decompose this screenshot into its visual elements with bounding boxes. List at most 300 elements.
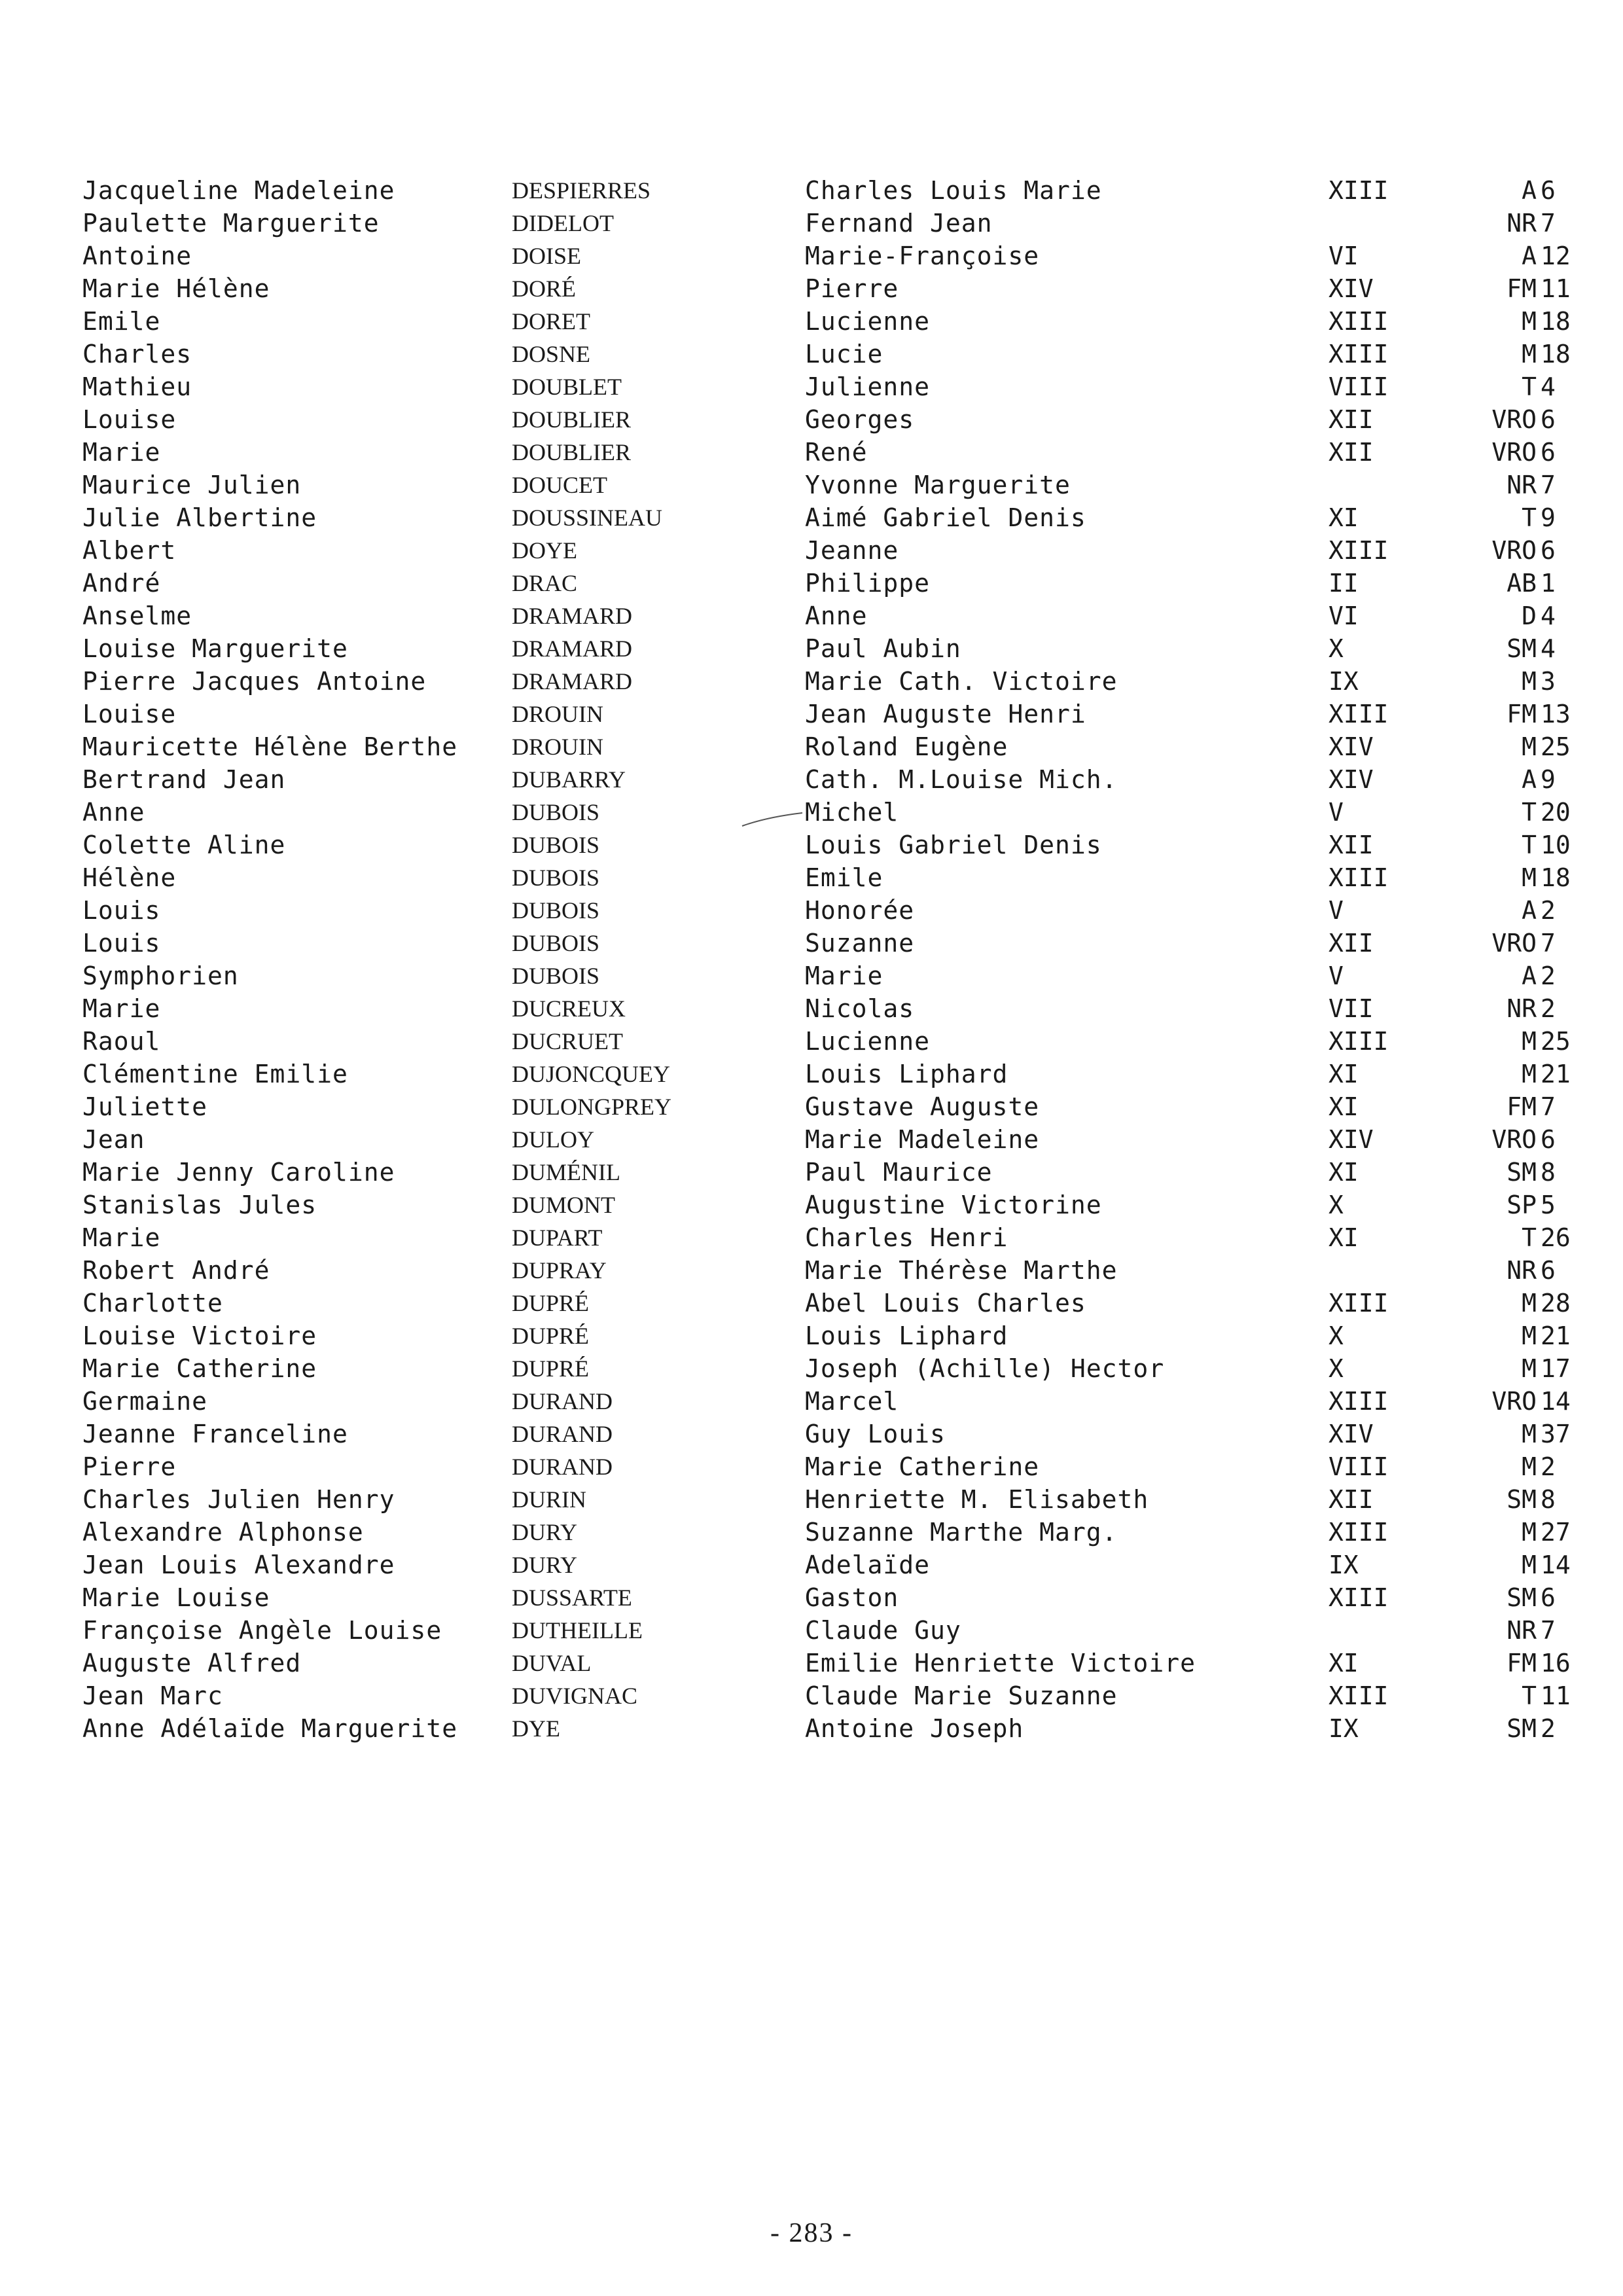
entry-number: 6 bbox=[1541, 438, 1556, 467]
spouse-names: Gaston bbox=[805, 1583, 899, 1612]
spouse-names: Pierre bbox=[805, 274, 899, 303]
surname: DORÉ bbox=[512, 276, 576, 302]
spouse-names: Marie-Françoise bbox=[805, 242, 1040, 270]
page-number: - 283 - bbox=[770, 2218, 853, 2248]
table-row bbox=[82, 1614, 1556, 1647]
arrondissement: V bbox=[1329, 896, 1344, 925]
register-code: T bbox=[1522, 372, 1537, 401]
spouse-names: René bbox=[805, 438, 868, 467]
surname: DIDELOT bbox=[512, 210, 614, 236]
given-names: Marie Catherine bbox=[82, 1354, 317, 1383]
surname: DURAND bbox=[512, 1454, 613, 1480]
given-names: Colette Aline bbox=[82, 831, 286, 859]
entry-number: 6 bbox=[1541, 1256, 1556, 1285]
spouse-names: Marie bbox=[805, 961, 883, 990]
table-row bbox=[82, 1352, 1571, 1385]
given-names: Françoise Angèle Louise bbox=[82, 1616, 442, 1645]
register-code: T bbox=[1522, 503, 1537, 532]
given-names: Mathieu bbox=[82, 372, 192, 401]
entry-number: 21 bbox=[1541, 1060, 1571, 1088]
entry-number: 6 bbox=[1541, 405, 1556, 434]
entry-number: 20 bbox=[1541, 798, 1571, 827]
entry-number: 21 bbox=[1541, 1321, 1571, 1350]
given-names: Louise bbox=[82, 405, 177, 434]
given-names: Raoul bbox=[82, 1027, 161, 1056]
given-names: Albert bbox=[82, 536, 177, 565]
given-names: Jean Louis Alexandre bbox=[82, 1551, 395, 1579]
register-code: SM bbox=[1507, 634, 1537, 663]
surname: DOUBLIER bbox=[512, 439, 631, 465]
spouse-names: Julienne bbox=[805, 372, 931, 401]
entry-number: 8 bbox=[1541, 1158, 1556, 1187]
table-row bbox=[82, 1450, 1556, 1483]
arrondissement: XIV bbox=[1329, 1125, 1374, 1154]
table-row bbox=[82, 1123, 1556, 1156]
surname: DUCRUET bbox=[512, 1028, 623, 1054]
spouse-names: Louis Liphard bbox=[805, 1060, 1008, 1088]
surname: DURY bbox=[512, 1552, 578, 1578]
entry-number: 6 bbox=[1541, 176, 1556, 205]
given-names: Anselme bbox=[82, 601, 192, 630]
surname: DUVIGNAC bbox=[512, 1683, 637, 1709]
register-code: D bbox=[1522, 601, 1537, 630]
spouse-names: Marie Catherine bbox=[805, 1452, 1040, 1481]
given-names: Emile bbox=[82, 307, 161, 336]
spouse-names: Marie Thérèse Marthe bbox=[805, 1256, 1118, 1285]
surname: DUMÉNIL bbox=[512, 1159, 620, 1185]
table-row bbox=[82, 1025, 1571, 1058]
arrondissement: XIII bbox=[1329, 700, 1389, 728]
given-names: Marie bbox=[82, 994, 161, 1023]
surname: DRAC bbox=[512, 570, 578, 596]
entry-number: 14 bbox=[1541, 1387, 1571, 1416]
arrondissement: IX bbox=[1329, 667, 1359, 696]
spouse-names: Lucienne bbox=[805, 307, 931, 336]
table-row bbox=[82, 600, 1556, 632]
table-row bbox=[82, 1090, 1556, 1123]
arrondissement: XII bbox=[1329, 929, 1374, 958]
spouse-names: Charles Louis Marie bbox=[805, 176, 1102, 205]
given-names: Germaine bbox=[82, 1387, 208, 1416]
register-code: M bbox=[1522, 340, 1537, 368]
table-row bbox=[82, 1189, 1556, 1221]
table-row bbox=[82, 534, 1556, 567]
given-names: Charles Julien Henry bbox=[82, 1485, 395, 1514]
register-code: M bbox=[1522, 1321, 1537, 1350]
spouse-names: Suzanne bbox=[805, 929, 915, 958]
register-code: SM bbox=[1507, 1583, 1537, 1612]
table-row bbox=[82, 436, 1556, 469]
register-code: M bbox=[1522, 1060, 1537, 1088]
table-row bbox=[82, 1221, 1571, 1254]
surname: DYE bbox=[512, 1715, 560, 1742]
given-names: André bbox=[82, 569, 161, 598]
register-code: SP bbox=[1507, 1191, 1537, 1219]
entry-number: 28 bbox=[1541, 1289, 1571, 1318]
given-names: Anne bbox=[82, 798, 145, 827]
surname: DURIN bbox=[512, 1486, 586, 1513]
table-row bbox=[82, 796, 1571, 829]
given-names: Marie Hélène bbox=[82, 274, 270, 303]
register-code: M bbox=[1522, 1452, 1537, 1481]
register-code: NR bbox=[1507, 209, 1537, 238]
spouse-names: Marie Cath. Victoire bbox=[805, 667, 1118, 696]
given-names: Paulette Marguerite bbox=[82, 209, 380, 238]
arrondissement: X bbox=[1329, 634, 1344, 663]
spouse-names: Lucie bbox=[805, 340, 883, 368]
table-row bbox=[82, 665, 1556, 698]
register-code: FM bbox=[1507, 274, 1537, 303]
arrondissement: XIII bbox=[1329, 1583, 1389, 1612]
register-code: NR bbox=[1507, 471, 1537, 499]
register-code: T bbox=[1522, 831, 1537, 859]
entry-number: 6 bbox=[1541, 1125, 1556, 1154]
entry-number: 9 bbox=[1541, 765, 1556, 794]
entry-number: 10 bbox=[1541, 831, 1571, 859]
surname: DRAMARD bbox=[512, 603, 633, 629]
spouse-names: Nicolas bbox=[805, 994, 915, 1023]
arrondissement: VII bbox=[1329, 994, 1374, 1023]
table-row bbox=[82, 992, 1556, 1025]
spouse-names: Augustine Victorine bbox=[805, 1191, 1102, 1219]
spouse-names: Emilie Henriette Victoire bbox=[805, 1649, 1196, 1677]
entry-number: 37 bbox=[1541, 1420, 1571, 1448]
spouse-names: Joseph (Achille) Hector bbox=[805, 1354, 1165, 1383]
given-names: Charles bbox=[82, 340, 192, 368]
arrondissement: IX bbox=[1329, 1714, 1359, 1743]
entry-number: 4 bbox=[1541, 372, 1556, 401]
register-code: NR bbox=[1507, 1616, 1537, 1645]
arrondissement: XIII bbox=[1329, 1387, 1389, 1416]
surname: DULOY bbox=[512, 1126, 594, 1153]
arrondissement: VIII bbox=[1329, 372, 1389, 401]
arrondissement: XIII bbox=[1329, 536, 1389, 565]
table-row bbox=[82, 763, 1556, 796]
register-code: VRO bbox=[1491, 438, 1537, 467]
register-code: A bbox=[1522, 961, 1537, 990]
given-names: Pierre bbox=[82, 1452, 177, 1481]
spouse-names: Gustave Auguste bbox=[805, 1092, 1040, 1121]
arrondissement: V bbox=[1329, 961, 1344, 990]
table-row bbox=[82, 370, 1556, 403]
register-code: T bbox=[1522, 1223, 1537, 1252]
entry-number: 4 bbox=[1541, 601, 1556, 630]
entry-number: 17 bbox=[1541, 1354, 1571, 1383]
register-code: M bbox=[1522, 1551, 1537, 1579]
spouse-names: Michel bbox=[805, 798, 899, 827]
entry-number: 18 bbox=[1541, 307, 1571, 336]
table-row bbox=[82, 1679, 1571, 1712]
table-row bbox=[82, 1058, 1571, 1090]
register-code: VRO bbox=[1491, 405, 1537, 434]
surname: DRAMARD bbox=[512, 636, 633, 662]
surname: DULONGPREY bbox=[512, 1094, 672, 1120]
surname: DUBOIS bbox=[512, 832, 600, 858]
spouse-names: Abel Louis Charles bbox=[805, 1289, 1086, 1318]
table-row bbox=[82, 1385, 1571, 1418]
surname: DUBOIS bbox=[512, 865, 600, 891]
arrondissement: XIII bbox=[1329, 863, 1389, 892]
given-names: Pierre Jacques Antoine bbox=[82, 667, 427, 696]
arrondissement: XII bbox=[1329, 405, 1374, 434]
spouse-names: Aimé Gabriel Denis bbox=[805, 503, 1086, 532]
spouse-names: Honorée bbox=[805, 896, 915, 925]
given-names: Antoine bbox=[82, 242, 192, 270]
arrondissement: XIII bbox=[1329, 1289, 1389, 1318]
surname: DUPRÉ bbox=[512, 1290, 590, 1316]
entry-number: 2 bbox=[1541, 961, 1556, 990]
table-row bbox=[82, 861, 1571, 894]
table-row bbox=[82, 272, 1571, 305]
table-row bbox=[82, 1549, 1571, 1581]
given-names: Louis bbox=[82, 896, 161, 925]
register-code: M bbox=[1522, 1354, 1537, 1383]
surname: DESPIERRES bbox=[512, 177, 651, 204]
given-names: Mauricette Hélène Berthe bbox=[82, 732, 458, 761]
arrondissement: V bbox=[1329, 798, 1344, 827]
register-code: SM bbox=[1507, 1714, 1537, 1743]
table-row bbox=[82, 1647, 1571, 1679]
register-code: FM bbox=[1507, 1092, 1537, 1121]
given-names: Jeanne Franceline bbox=[82, 1420, 348, 1448]
table-row bbox=[82, 632, 1556, 665]
given-names: Louise Victoire bbox=[82, 1321, 317, 1350]
register-code: A bbox=[1522, 765, 1537, 794]
table-row bbox=[82, 1254, 1556, 1287]
given-names: Bertrand Jean bbox=[82, 765, 286, 794]
surname: DUPRÉ bbox=[512, 1355, 590, 1382]
spouse-names: Emile bbox=[805, 863, 883, 892]
surname: DUTHEILLE bbox=[512, 1617, 643, 1643]
entry-number: 1 bbox=[1541, 569, 1556, 598]
arrondissement: VI bbox=[1329, 242, 1359, 270]
spouse-names: Guy Louis bbox=[805, 1420, 946, 1448]
spouse-names: Georges bbox=[805, 405, 915, 434]
marriage-register-list bbox=[82, 174, 1571, 1745]
surname: DUSSARTE bbox=[512, 1585, 632, 1611]
surname: DOISE bbox=[512, 243, 581, 269]
entry-number: 9 bbox=[1541, 503, 1556, 532]
entry-number: 14 bbox=[1541, 1551, 1571, 1579]
register-code: AB bbox=[1507, 569, 1537, 598]
register-code: M bbox=[1522, 1289, 1537, 1318]
entry-number: 7 bbox=[1541, 471, 1556, 499]
surname: DUBOIS bbox=[512, 799, 600, 825]
given-names: Robert André bbox=[82, 1256, 270, 1285]
arrondissement: XI bbox=[1329, 1092, 1359, 1121]
table-row bbox=[82, 960, 1556, 992]
arrondissement: XII bbox=[1329, 831, 1374, 859]
given-names: Clémentine Emilie bbox=[82, 1060, 348, 1088]
spouse-names: Adelaïde bbox=[805, 1551, 931, 1579]
arrondissement: II bbox=[1329, 569, 1359, 598]
surname: DOUSSINEAU bbox=[512, 505, 663, 531]
given-names: Marie bbox=[82, 438, 161, 467]
given-names: Hélène bbox=[82, 863, 177, 892]
surname: DUVAL bbox=[512, 1650, 592, 1676]
register-code: SM bbox=[1507, 1485, 1537, 1514]
table-row bbox=[82, 240, 1571, 272]
spouse-names: Louis Gabriel Denis bbox=[805, 831, 1102, 859]
register-code: T bbox=[1522, 1681, 1537, 1710]
entry-number: 5 bbox=[1541, 1191, 1556, 1219]
register-code: SM bbox=[1507, 1158, 1537, 1187]
entry-number: 13 bbox=[1541, 700, 1571, 728]
register-code: NR bbox=[1507, 1256, 1537, 1285]
table-row bbox=[82, 927, 1556, 960]
surname: DUBARRY bbox=[512, 766, 626, 793]
spouse-names: Charles Henri bbox=[805, 1223, 1008, 1252]
given-names: Stanislas Jules bbox=[82, 1191, 317, 1219]
register-code: M bbox=[1522, 307, 1537, 336]
arrondissement: XIII bbox=[1329, 1681, 1389, 1710]
register-code: VRO bbox=[1491, 536, 1537, 565]
entry-number: 6 bbox=[1541, 1583, 1556, 1612]
given-names: Louis bbox=[82, 929, 161, 958]
surname: DROUIN bbox=[512, 734, 603, 760]
given-names: Maurice Julien bbox=[82, 471, 302, 499]
spouse-names: Jeanne bbox=[805, 536, 899, 565]
table-row bbox=[82, 174, 1556, 207]
entry-number: 16 bbox=[1541, 1649, 1571, 1677]
register-code: A bbox=[1522, 176, 1537, 205]
entry-number: 18 bbox=[1541, 863, 1571, 892]
given-names: Marie Jenny Caroline bbox=[82, 1158, 395, 1187]
arrondissement: VIII bbox=[1329, 1452, 1389, 1481]
table-row bbox=[82, 829, 1571, 861]
surname: DUCREUX bbox=[512, 996, 626, 1022]
given-names: Jean Marc bbox=[82, 1681, 223, 1710]
arrondissement: XIV bbox=[1329, 765, 1374, 794]
spouse-names: Louis Liphard bbox=[805, 1321, 1008, 1350]
surname: DUBOIS bbox=[512, 897, 600, 924]
spouse-names: Suzanne Marthe Marg. bbox=[805, 1518, 1118, 1547]
spouse-names: Marie Madeleine bbox=[805, 1125, 1040, 1154]
arrondissement: XIII bbox=[1329, 307, 1389, 336]
spouse-names: Jean Auguste Henri bbox=[805, 700, 1086, 728]
arrondissement: XI bbox=[1329, 1060, 1359, 1088]
arrondissement: X bbox=[1329, 1321, 1344, 1350]
given-names: Auguste Alfred bbox=[82, 1649, 302, 1677]
entry-number: 7 bbox=[1541, 1616, 1556, 1645]
given-names: Marie Louise bbox=[82, 1583, 270, 1612]
arrondissement: XI bbox=[1329, 1158, 1359, 1187]
entry-number: 2 bbox=[1541, 896, 1556, 925]
table-row bbox=[82, 730, 1571, 763]
surname: DUMONT bbox=[512, 1192, 615, 1218]
surname: DOUCET bbox=[512, 472, 607, 498]
given-names: Marie bbox=[82, 1223, 161, 1252]
arrondissement: X bbox=[1329, 1191, 1344, 1219]
register-code: M bbox=[1522, 1027, 1537, 1056]
given-names: Louise bbox=[82, 700, 177, 728]
surname: DRAMARD bbox=[512, 668, 633, 694]
arrondissement: XIV bbox=[1329, 732, 1374, 761]
table-row bbox=[82, 1516, 1571, 1549]
entry-number: 11 bbox=[1541, 1681, 1571, 1710]
entry-number: 18 bbox=[1541, 340, 1571, 368]
table-row bbox=[82, 501, 1556, 534]
spouse-names: Roland Eugène bbox=[805, 732, 1008, 761]
surname: DOSNE bbox=[512, 341, 591, 367]
entry-number: 8 bbox=[1541, 1485, 1556, 1514]
register-code: VRO bbox=[1491, 1125, 1537, 1154]
spouse-names: Anne bbox=[805, 601, 868, 630]
table-row bbox=[82, 338, 1571, 370]
register-code: T bbox=[1522, 798, 1537, 827]
arrondissement: X bbox=[1329, 1354, 1344, 1383]
surname: DROUIN bbox=[512, 701, 603, 727]
surname: DUPART bbox=[512, 1225, 603, 1251]
table-row bbox=[82, 1287, 1571, 1319]
entry-number: 25 bbox=[1541, 732, 1571, 761]
given-names: Alexandre Alphonse bbox=[82, 1518, 364, 1547]
surname: DOUBLIER bbox=[512, 406, 631, 433]
entry-number: 27 bbox=[1541, 1518, 1571, 1547]
arrondissement: XI bbox=[1329, 1223, 1359, 1252]
spouse-names: Yvonne Marguerite bbox=[805, 471, 1071, 499]
table-row bbox=[82, 1418, 1571, 1450]
spouse-names: Fernand Jean bbox=[805, 209, 993, 238]
register-code: M bbox=[1522, 1420, 1537, 1448]
entry-number: 12 bbox=[1541, 242, 1571, 270]
table-row bbox=[82, 1319, 1571, 1352]
register-code: VRO bbox=[1491, 929, 1537, 958]
surname: DURAND bbox=[512, 1421, 613, 1447]
spouse-names: Lucienne bbox=[805, 1027, 931, 1056]
arrondissement: XII bbox=[1329, 438, 1374, 467]
entry-number: 4 bbox=[1541, 634, 1556, 663]
entry-number: 6 bbox=[1541, 536, 1556, 565]
spouse-names: Antoine Joseph bbox=[805, 1714, 1024, 1743]
arrondissement: XIII bbox=[1329, 1518, 1389, 1547]
spouse-names: Paul Maurice bbox=[805, 1158, 993, 1187]
entry-number: 2 bbox=[1541, 994, 1556, 1023]
entry-number: 2 bbox=[1541, 1452, 1556, 1481]
register-code: FM bbox=[1507, 700, 1537, 728]
spouse-names: Henriette M. Elisabeth bbox=[805, 1485, 1149, 1514]
surname: DUJONCQUEY bbox=[512, 1061, 670, 1087]
arrondissement: VI bbox=[1329, 601, 1359, 630]
surname: DUBOIS bbox=[512, 930, 600, 956]
register-code: FM bbox=[1507, 1649, 1537, 1677]
given-names: Julie Albertine bbox=[82, 503, 317, 532]
spouse-names: Claude Guy bbox=[805, 1616, 961, 1645]
surname: DURAND bbox=[512, 1388, 613, 1414]
register-code: A bbox=[1522, 242, 1537, 270]
arrondissement: XIII bbox=[1329, 340, 1389, 368]
spouse-names: Marcel bbox=[805, 1387, 899, 1416]
given-names: Symphorien bbox=[82, 961, 239, 990]
surname: DUPRAY bbox=[512, 1257, 607, 1283]
entry-number: 3 bbox=[1541, 667, 1556, 696]
arrondissement: XI bbox=[1329, 503, 1359, 532]
register-code: M bbox=[1522, 667, 1537, 696]
given-names: Anne Adélaïde Marguerite bbox=[82, 1714, 458, 1743]
register-code: M bbox=[1522, 732, 1537, 761]
entry-number: 25 bbox=[1541, 1027, 1571, 1056]
entry-number: 7 bbox=[1541, 929, 1556, 958]
entry-number: 7 bbox=[1541, 209, 1556, 238]
spouse-names: Paul Aubin bbox=[805, 634, 961, 663]
table-row bbox=[82, 469, 1556, 501]
spouse-names: Philippe bbox=[805, 569, 931, 598]
entry-number: 2 bbox=[1541, 1714, 1556, 1743]
table-row bbox=[82, 1712, 1556, 1745]
register-code: VRO bbox=[1491, 1387, 1537, 1416]
entry-number: 26 bbox=[1541, 1223, 1571, 1252]
given-names: Jacqueline Madeleine bbox=[82, 176, 395, 205]
